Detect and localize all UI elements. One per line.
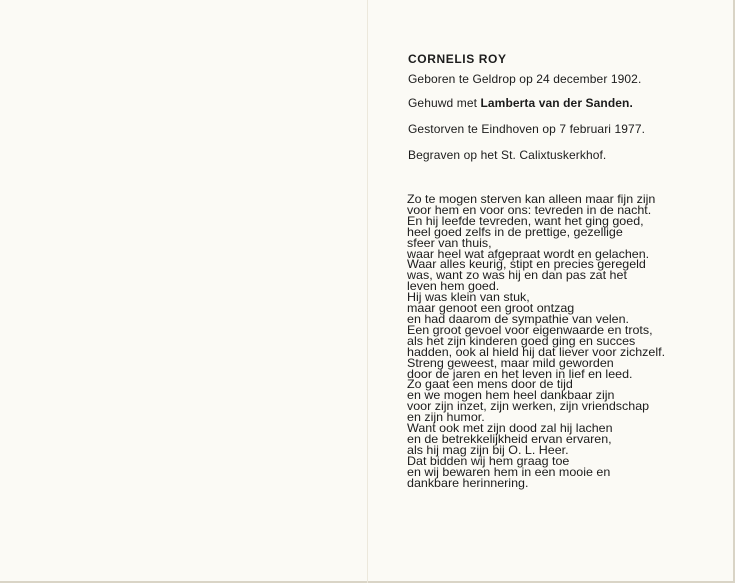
memorial-poem (407, 192, 666, 490)
poem-line: en we mogen hem heel dankbaar zijn (407, 388, 615, 403)
burial-statement: Begraven op het St. Calixtuskerkhof. (408, 148, 607, 162)
poem-line: Want ook met zijn dood zal hij lachen (407, 421, 613, 436)
poem-line: Een groot gevoel voor eigenwaarde en trots, (407, 322, 653, 337)
poem-line: Hij was klein van stuk, (407, 290, 530, 305)
poem-line: door de jaren en het leven in lief en leed. (407, 366, 633, 381)
deceased-name: CORNELIS ROY (408, 52, 507, 66)
poem-line: en de betrekkelijkheid ervan ervaren, (407, 431, 612, 446)
poem-line: heel goed zelfs in de prettige, gezellige (407, 224, 623, 239)
poem-line: Zo te mogen sterven kan alleen maar fijn zijn (407, 192, 656, 206)
poem-line: Dat bidden wij hem graag toe (407, 453, 570, 468)
poem-line: en zijn humor. (407, 410, 485, 425)
marriage-statement (408, 96, 633, 110)
poem-line: En hij leefde tevreden, want het ging goed, (407, 213, 644, 228)
poem-line: als hij mag zijn bij O. L. Heer. (407, 442, 569, 457)
poem-line: Zo gaat een mens door de tijd (407, 377, 573, 392)
poem-line: als het zijn kinderen goed ging en succes (407, 333, 636, 348)
poem-line: voor hem en voor ons: tevreden in de nacht. (407, 202, 652, 217)
poem-line: en had daarom de sympathie van velen. (407, 311, 630, 326)
poem-line: voor zijn inzet, zijn werken, zijn vriendschap (407, 399, 650, 414)
birth-statement: Geboren te Geldrop op 24 december 1902. (408, 72, 642, 86)
poem-line: hadden, ook al hield hij dat liever voor zichzelf. (407, 344, 666, 359)
poem-line: dankbare herinnering. (407, 475, 529, 490)
poem-line: sfeer van thuis, (407, 235, 492, 250)
poem-line: waar heel wat afgepraat wordt en gelachen. (407, 246, 650, 261)
poem-line: leven hem goed. (407, 279, 500, 294)
poem-line: was, want zo was hij en dan pas zat het (407, 268, 627, 283)
left-page-blank (0, 0, 367, 583)
poem-line: Streng geweest, maar mild geworden (407, 355, 614, 370)
poem-line: Waar alles keurig, stipt en precies geregeld (407, 257, 646, 272)
right-page (368, 0, 735, 583)
death-statement: Gestorven te Eindhoven op 7 februari 1977. (408, 122, 646, 136)
spouse-name: Lamberta van der Sanden. (480, 96, 633, 110)
poem-line: en wij bewaren hem in een mooie en (407, 464, 611, 479)
marriage-prefix: Gehuwd met (408, 96, 481, 110)
poem-line: maar genoot een groot ontzag (407, 301, 575, 316)
